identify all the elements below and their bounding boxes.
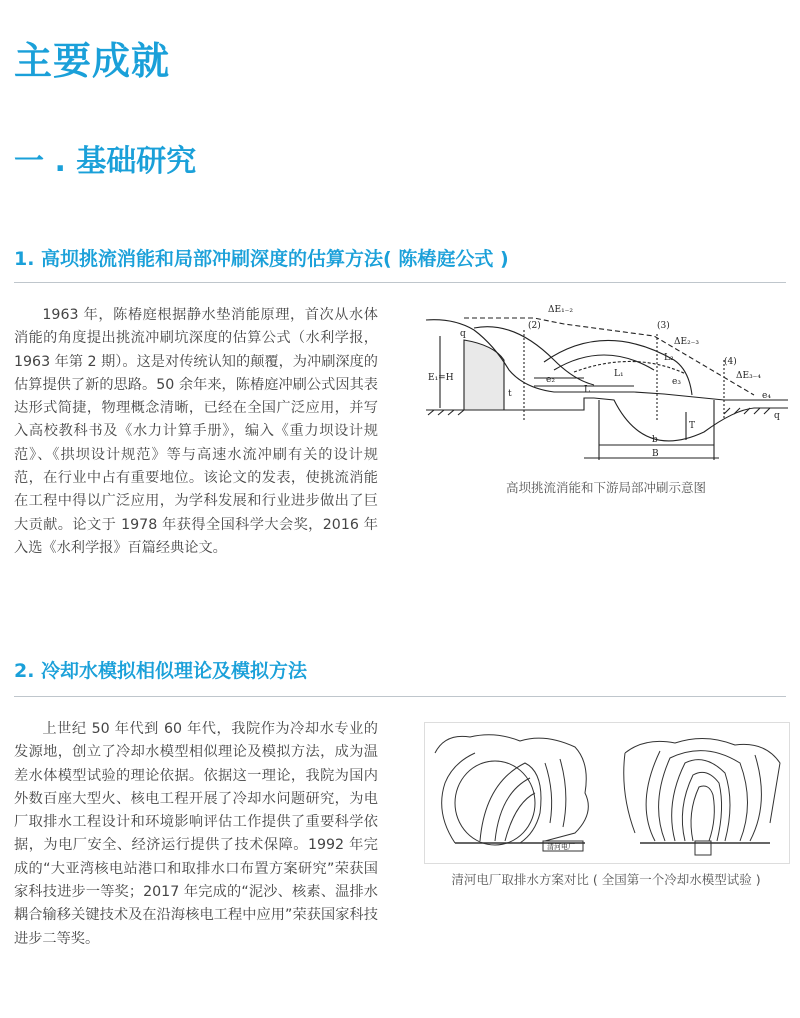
- fig1-label-e3: e₃: [672, 377, 681, 387]
- item1-figure-caption: 高坝挑流消能和下游局部冲刷示意图: [505, 480, 706, 495]
- item2-divider: [14, 696, 786, 697]
- fig1-label-q: q: [460, 329, 466, 339]
- fig1-label-e4: e₄: [762, 391, 771, 401]
- fig1-label-4: (4): [724, 357, 737, 367]
- fig1-label-e2: e₂: [546, 375, 555, 385]
- fig1-label-1: (2): [528, 321, 541, 331]
- fig1-label-t: t: [508, 389, 512, 399]
- fig2-label-left: 清河电厂: [547, 843, 575, 851]
- fig1-label-b: b: [652, 435, 658, 445]
- cooling-water-svg: [425, 723, 789, 863]
- fig1-label-L1: L₁: [614, 369, 624, 379]
- fig1-label-de12: ΔE₁₋₂: [548, 305, 574, 315]
- fig1-label-T: T: [689, 421, 696, 431]
- fig1-label-de23: ΔE₂₋₃: [674, 337, 700, 347]
- cooling-water-diagram: [424, 722, 790, 864]
- item2-title: 2. 冷却水模拟相似理论及模拟方法: [14, 660, 308, 682]
- fig1-label-h: E₁=H: [428, 373, 454, 383]
- fig1-label-B: B: [652, 449, 659, 459]
- fig1-label-q2: q: [774, 411, 780, 421]
- section-title: 一 . 基础研究: [14, 144, 197, 179]
- page-title: 主要成就: [14, 39, 171, 83]
- fig1-label-L: L: [584, 385, 590, 395]
- item1-divider: [14, 282, 786, 283]
- item2-body: 上世纪 50 年代到 60 年代，我院作为冷却水专业的发源地，创立了冷却水模型相似理论及模拟方法，成为温差水体模型试验的理论依据。依据这一理论，我院为国内外数百座大型火、核电工程开展了冷却水问题研究，为电厂取排水工程设计和环境影响评估工作提供了重要科学依据，为电厂安全、经济运行提供了技术保障。1992 年完成的“大亚湾核电站港口和取排水口布置方案研究”荣获国家科技进步一等奖；2017 年完成的“泥沙、核素、温排水耦合输移关键技术及在沿海核电工程中应用”荣获国家科技进步二等奖。: [14, 721, 378, 947]
- item2-figure-caption: 清河电厂取排水方案对比 ( 全国第一个冷却水模型试验 ): [451, 872, 761, 887]
- item1-body: 1963 年，陈椿庭根据静水垫消能原理，首次从水体消能的角度提出挑流冲刷坑深度的估算公式（水利学报，1963 年第 2 期）。这是对传统认知的颠覆，为冲刷深度的估算提供了新的思路。50 余年来，陈椿庭冲刷公式因其表达形式简捷，物理概念清晰，已经在全国广泛应用，并写入高校教科书及《水力计算手册》，编入《重力坝设计规范》、《拱坝设计规范》等与高速水流冲刷有关的设计规范，在行业中占有重要地位。该论文的发表，使挑流消能在工程中得以广泛应用，为学科发展和行业进步做出了巨大贡献。论文于 1978 年获得全国科学大会奖，2016 年入选《水利学报》百篇经典论文。: [14, 307, 378, 556]
- spillway-scour-diagram: [424, 300, 788, 472]
- spillway-scour-svg: [424, 300, 788, 472]
- fig1-label-de34: ΔE₃₋₄: [736, 371, 762, 381]
- fig1-label-L2: L₂: [664, 353, 674, 363]
- item1-title: 1. 高坝挑流消能和局部冲刷深度的估算方法( 陈椿庭公式 ): [14, 248, 509, 270]
- fig1-label-3: (3): [657, 321, 670, 331]
